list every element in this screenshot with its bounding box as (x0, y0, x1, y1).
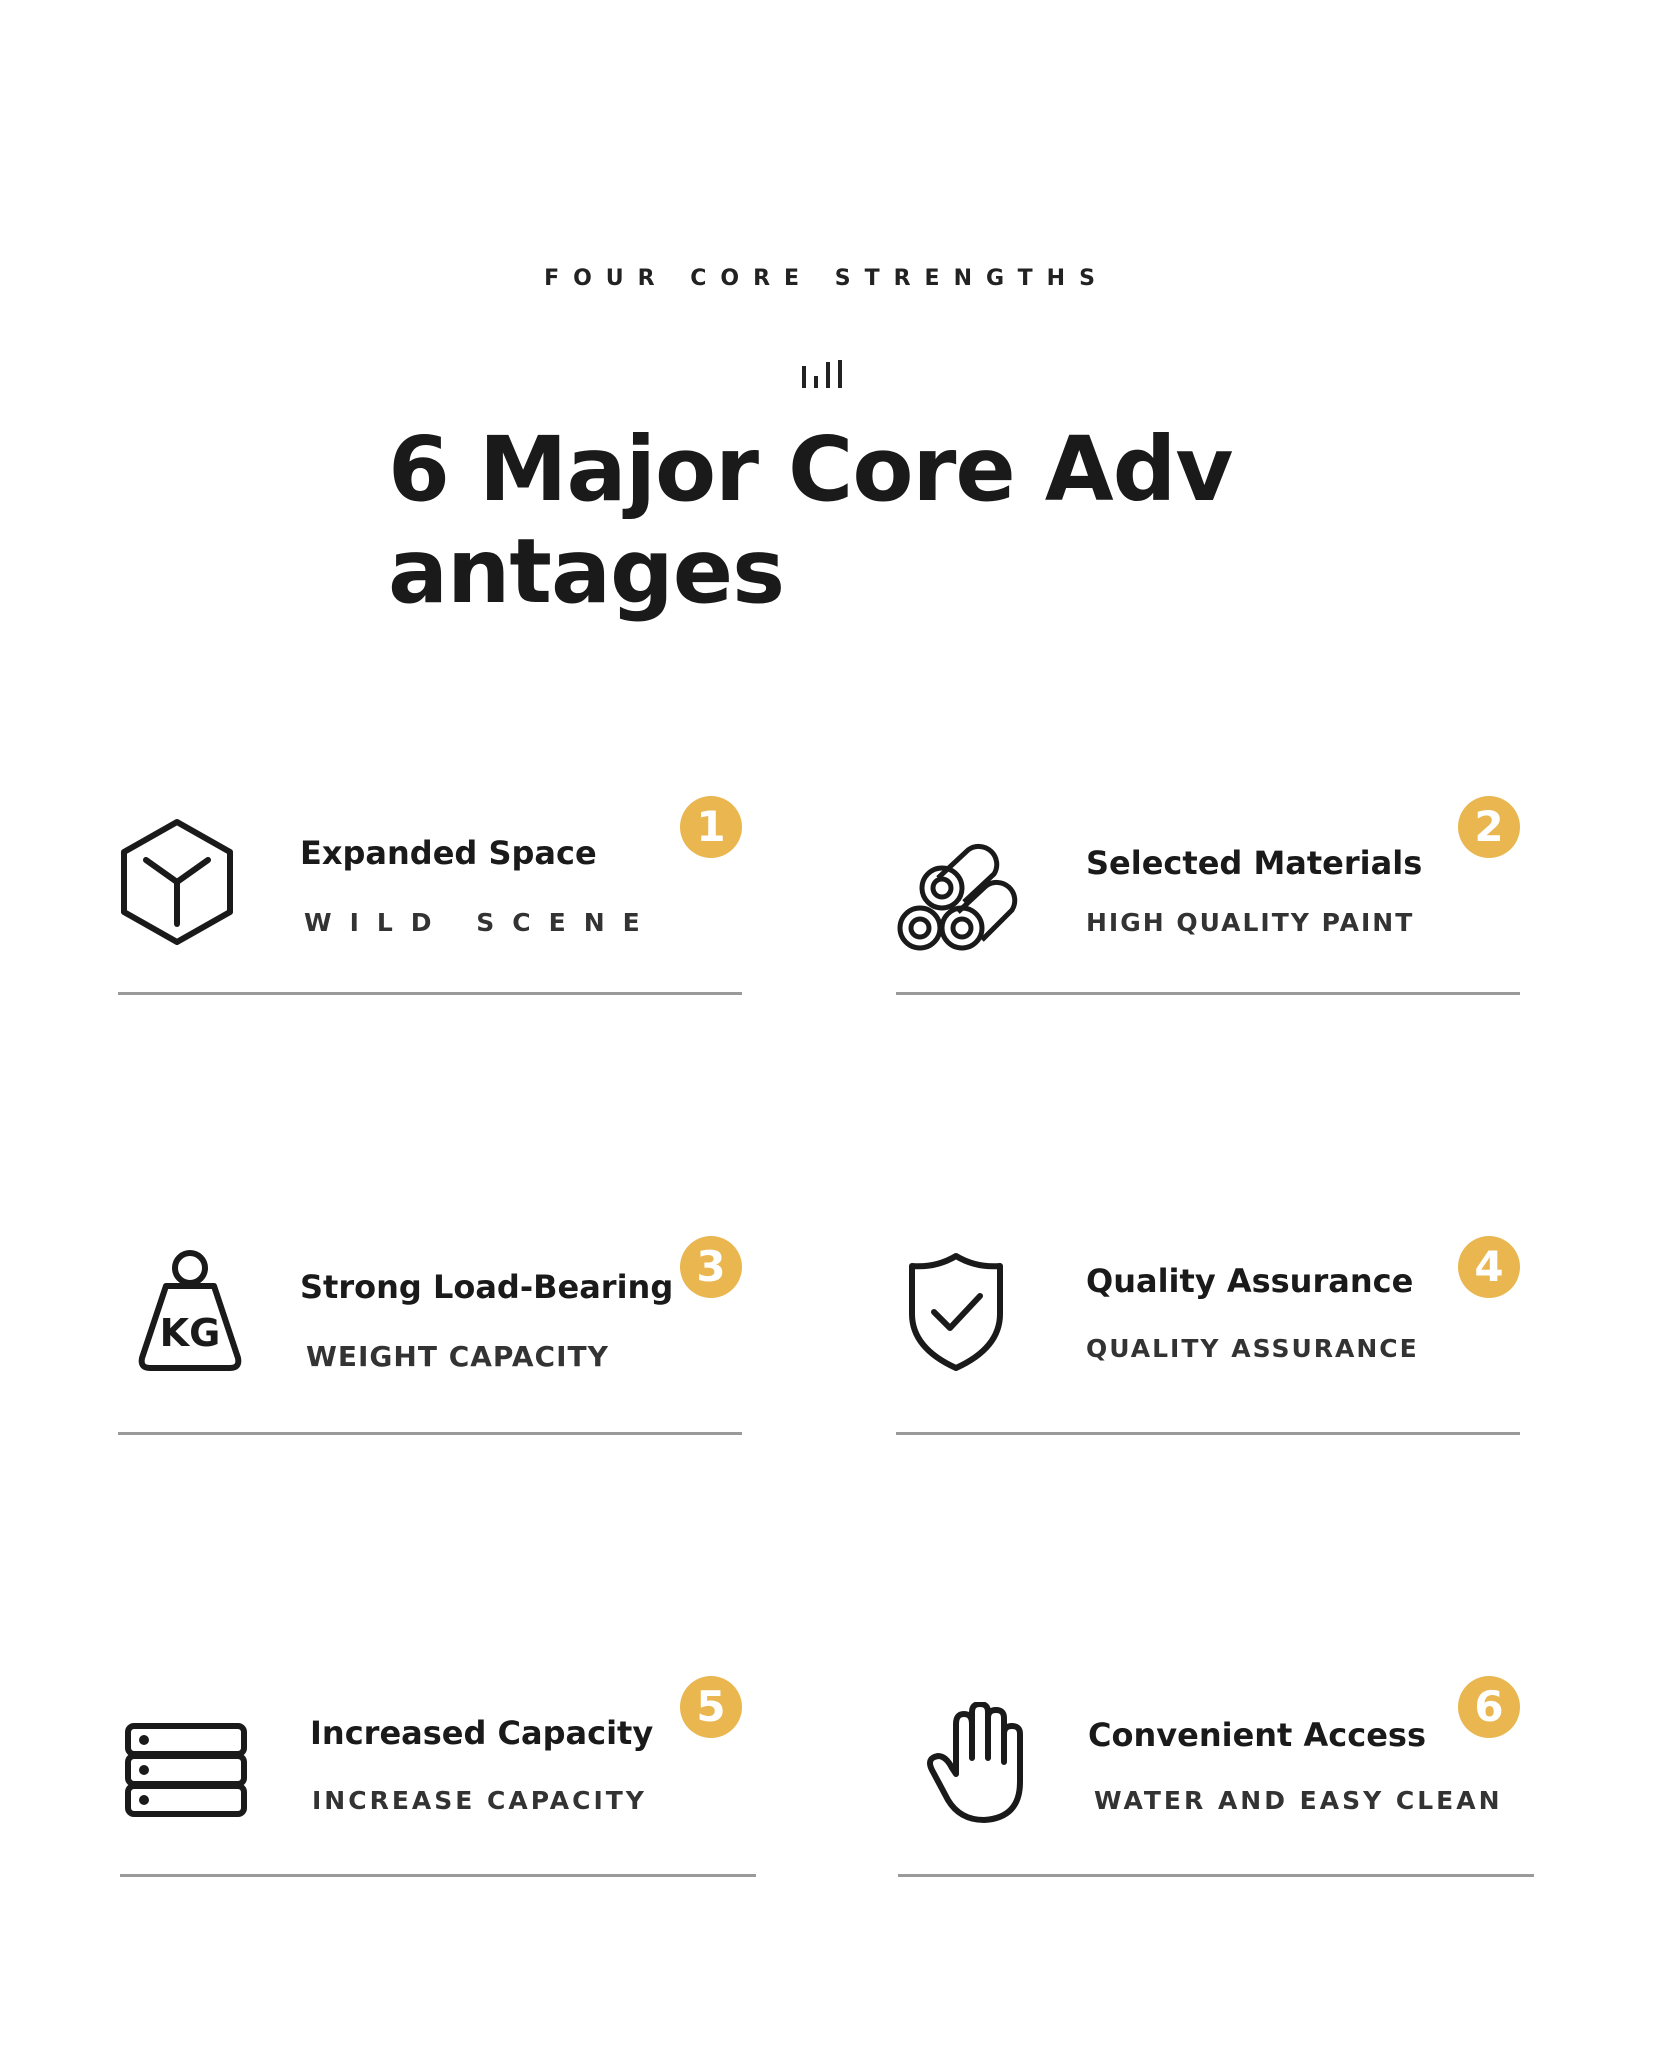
feature-subtitle: INCREASE CAPACITY (312, 1786, 647, 1815)
feature-subtitle: QUALITY ASSURANCE (1086, 1334, 1419, 1363)
feature-title: Strong Load-Bearing (300, 1268, 674, 1306)
feature-card-expanded-space (118, 796, 742, 1026)
feature-number-badge: 4 (1458, 1236, 1520, 1298)
feature-card-quality-assurance (896, 1236, 1520, 1466)
pipes-icon (896, 830, 1020, 954)
kg-weight-icon (136, 1250, 244, 1374)
feature-card-selected-materials (896, 796, 1520, 1026)
feature-number-badge: 5 (680, 1676, 742, 1738)
feature-number-badge: 1 (680, 796, 742, 858)
feature-title: Increased Capacity (310, 1714, 654, 1752)
shield-check-icon (906, 1250, 1006, 1374)
divider (896, 992, 1520, 995)
divider (896, 1432, 1520, 1435)
storage-stack-icon (124, 1722, 248, 1820)
feature-card-increased-capacity (118, 1676, 742, 1906)
feature-subtitle: WATER AND EASY CLEAN (1094, 1786, 1503, 1815)
feature-card-strong-load-bearing (118, 1236, 742, 1466)
feature-title: Selected Materials (1086, 844, 1423, 882)
page-title: 6 Major Core Advantages (388, 417, 1233, 623)
divider (898, 1874, 1534, 1877)
feature-title: Convenient Access (1088, 1716, 1426, 1754)
kg-label: KG (159, 1311, 221, 1355)
eyebrow-text: FOUR CORE STRENGTHS (544, 266, 1109, 291)
feature-number-badge: 3 (680, 1236, 742, 1298)
divider (120, 1874, 756, 1877)
feature-subtitle: WEIGHT CAPACITY (306, 1340, 609, 1373)
feature-subtitle: WILD SCENE (304, 908, 658, 937)
feature-title: Expanded Space (300, 834, 597, 872)
divider (118, 1432, 742, 1435)
feature-number-badge: 2 (1458, 796, 1520, 858)
feature-card-convenient-access (896, 1676, 1520, 1906)
bars-mark-icon (800, 358, 844, 390)
hand-icon (918, 1702, 1026, 1826)
feature-subtitle: HIGH QUALITY PAINT (1086, 908, 1415, 937)
divider (118, 992, 742, 995)
cube-icon (118, 816, 236, 946)
feature-title: Quality Assurance (1086, 1262, 1414, 1300)
feature-number-badge: 6 (1458, 1676, 1520, 1738)
